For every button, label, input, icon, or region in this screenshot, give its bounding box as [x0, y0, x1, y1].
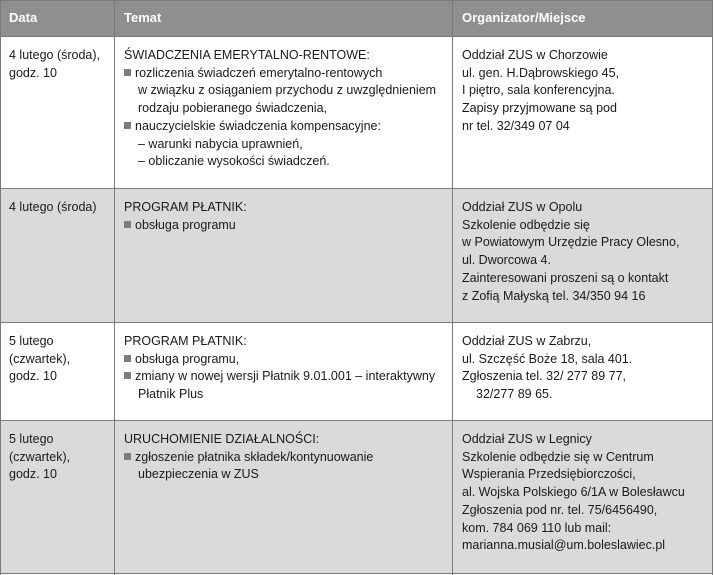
topic-continuation	[124, 100, 449, 118]
table-row	[0, 420, 712, 573]
topic-heading	[124, 199, 449, 217]
header-date: Data	[9, 10, 38, 25]
date-line: 5 lutego	[9, 334, 54, 348]
organizer-line: Szkolenie odbędzie się	[462, 217, 590, 232]
header-organizer: Organizator/Miejsce	[462, 10, 586, 25]
organizer-line: ul. gen. H.Dąbrowskiego 45,	[462, 65, 620, 80]
topic-text: rodzaju pobieranego świadczenia,	[138, 101, 328, 116]
topic-text: Płatnik Plus	[138, 387, 204, 402]
organizer-line: Oddział ZUS w Zabrzu,	[462, 334, 592, 348]
row-divider	[0, 322, 712, 323]
square-bullet-icon	[124, 453, 131, 460]
topic-text: ŚWIADCZENIA EMERYTALNO-RENTOWE:	[124, 48, 370, 62]
organizer-line: I piętro, sala konferencyjna.	[462, 83, 615, 98]
column-divider	[114, 0, 115, 575]
header-topic: Temat	[124, 10, 162, 25]
organizer-line: Oddział ZUS w Chorzowie	[462, 48, 608, 62]
square-bullet-icon	[124, 122, 131, 129]
topic-text: w związku z osiąganiem przychodu z uwzględnieniem	[138, 83, 437, 98]
date-cell	[9, 333, 109, 386]
organizer-line: Zainteresowani proszeni są o kontakt	[462, 270, 669, 285]
organizer-line: ul. Szczęść Boże 18, sala 401.	[462, 351, 633, 366]
column-divider	[712, 0, 713, 575]
topic-text: ubezpieczenia w ZUS	[138, 467, 259, 482]
topic-heading	[124, 431, 449, 449]
topic-text: rozliczenia świadczeń emerytalno-rentowych	[135, 65, 383, 80]
topic-text: obsługa programu,	[135, 351, 240, 366]
row-divider	[0, 36, 712, 37]
date-line: (czwartek),	[9, 351, 71, 366]
date-line: 4 lutego (środa)	[9, 200, 97, 214]
organizer-line: Oddział ZUS w Legnicy	[462, 432, 592, 446]
topic-text: PROGRAM PŁATNIK:	[124, 200, 247, 214]
date-line: 4 lutego (środa),	[9, 48, 101, 62]
date-line: godz. 10	[9, 369, 57, 384]
topic-heading	[124, 47, 449, 65]
topic-text: zgłoszenie płatnika składek/kontynuowanie	[135, 449, 374, 464]
table-row	[0, 36, 712, 188]
date-cell	[9, 199, 109, 217]
date-cell	[9, 431, 109, 484]
topic-text: – warunki nabycia uprawnień,	[138, 136, 303, 151]
organizer-cell	[462, 199, 710, 305]
topic-text: – obliczanie wysokości świadczeń.	[138, 154, 330, 169]
topic-bullet-item	[124, 449, 449, 467]
date-line: godz. 10	[9, 65, 57, 80]
topic-continuation	[124, 136, 449, 154]
table-header	[0, 0, 712, 36]
date-line: (czwartek),	[9, 449, 71, 464]
topic-cell	[124, 431, 449, 484]
topic-bullet-item	[124, 118, 449, 136]
organizer-cell	[462, 333, 710, 404]
organizer-line: Zgłoszenia tel. 32/ 277 89 77,	[462, 369, 627, 384]
topic-text: URUCHOMIENIE DZIAŁALNOŚCI:	[124, 432, 320, 446]
topic-cell	[124, 47, 449, 171]
organizer-line: w Powiatowym Urzędzie Pracy Olesno,	[462, 235, 680, 250]
row-divider	[0, 188, 712, 189]
topic-heading	[124, 333, 449, 351]
organizer-line: nr tel. 32/349 07 04	[462, 118, 570, 133]
topic-text: zmiany w nowej wersji Płatnik 9.01.001 – interaktywny	[135, 369, 436, 384]
organizer-line: Oddział ZUS w Opolu	[462, 200, 583, 214]
row-divider	[0, 573, 712, 574]
column-divider	[0, 0, 1, 575]
topic-text: obsługa programu	[135, 217, 236, 232]
organizer-line: marianna.musial@um.boleslawiec.pl	[462, 538, 666, 553]
square-bullet-icon	[124, 221, 131, 228]
date-cell	[9, 47, 109, 82]
organizer-cell	[462, 47, 710, 136]
topic-bullet-item	[124, 65, 449, 83]
organizer-line: Zapisy przyjmowane są pod	[462, 101, 617, 116]
topic-bullet-item	[124, 217, 449, 235]
table-row	[0, 322, 712, 420]
table-row	[0, 188, 712, 322]
row-divider	[0, 420, 712, 421]
row-divider	[0, 0, 712, 1]
column-divider	[452, 0, 453, 575]
topic-cell	[124, 333, 449, 404]
topic-continuation	[124, 386, 449, 404]
organizer-line: Wspierania Przedsiębiorczości,	[462, 467, 636, 482]
date-line: godz. 10	[9, 467, 57, 482]
topic-continuation	[124, 153, 449, 171]
topic-cell	[124, 199, 449, 234]
organizer-line: Zgłoszenia pod nr. tel. 75/6456490,	[462, 502, 658, 517]
square-bullet-icon	[124, 355, 131, 362]
topic-bullet-item	[124, 351, 449, 369]
square-bullet-icon	[124, 69, 131, 76]
organizer-line: al. Wojska Polskiego 6/1A w Bolesławcu	[462, 485, 685, 500]
organizer-line: Szkolenie odbędzie się w Centrum	[462, 449, 654, 464]
date-line: 5 lutego	[9, 432, 54, 446]
organizer-line: kom. 784 069 110 lub mail:	[462, 520, 612, 535]
square-bullet-icon	[124, 372, 131, 379]
topic-text: nauczycielskie świadczenia kompensacyjne:	[135, 118, 381, 133]
organizer-cell	[462, 431, 710, 555]
topic-continuation	[124, 466, 449, 484]
topic-bullet-item	[124, 368, 449, 386]
topic-text: PROGRAM PŁATNIK:	[124, 334, 247, 348]
topic-continuation	[124, 82, 449, 100]
organizer-line: z Zofią Małyską tel. 34/350 94 16	[462, 288, 646, 303]
organizer-line: 32/277 89 65.	[476, 387, 553, 402]
organizer-line: ul. Dworcowa 4.	[462, 253, 551, 268]
